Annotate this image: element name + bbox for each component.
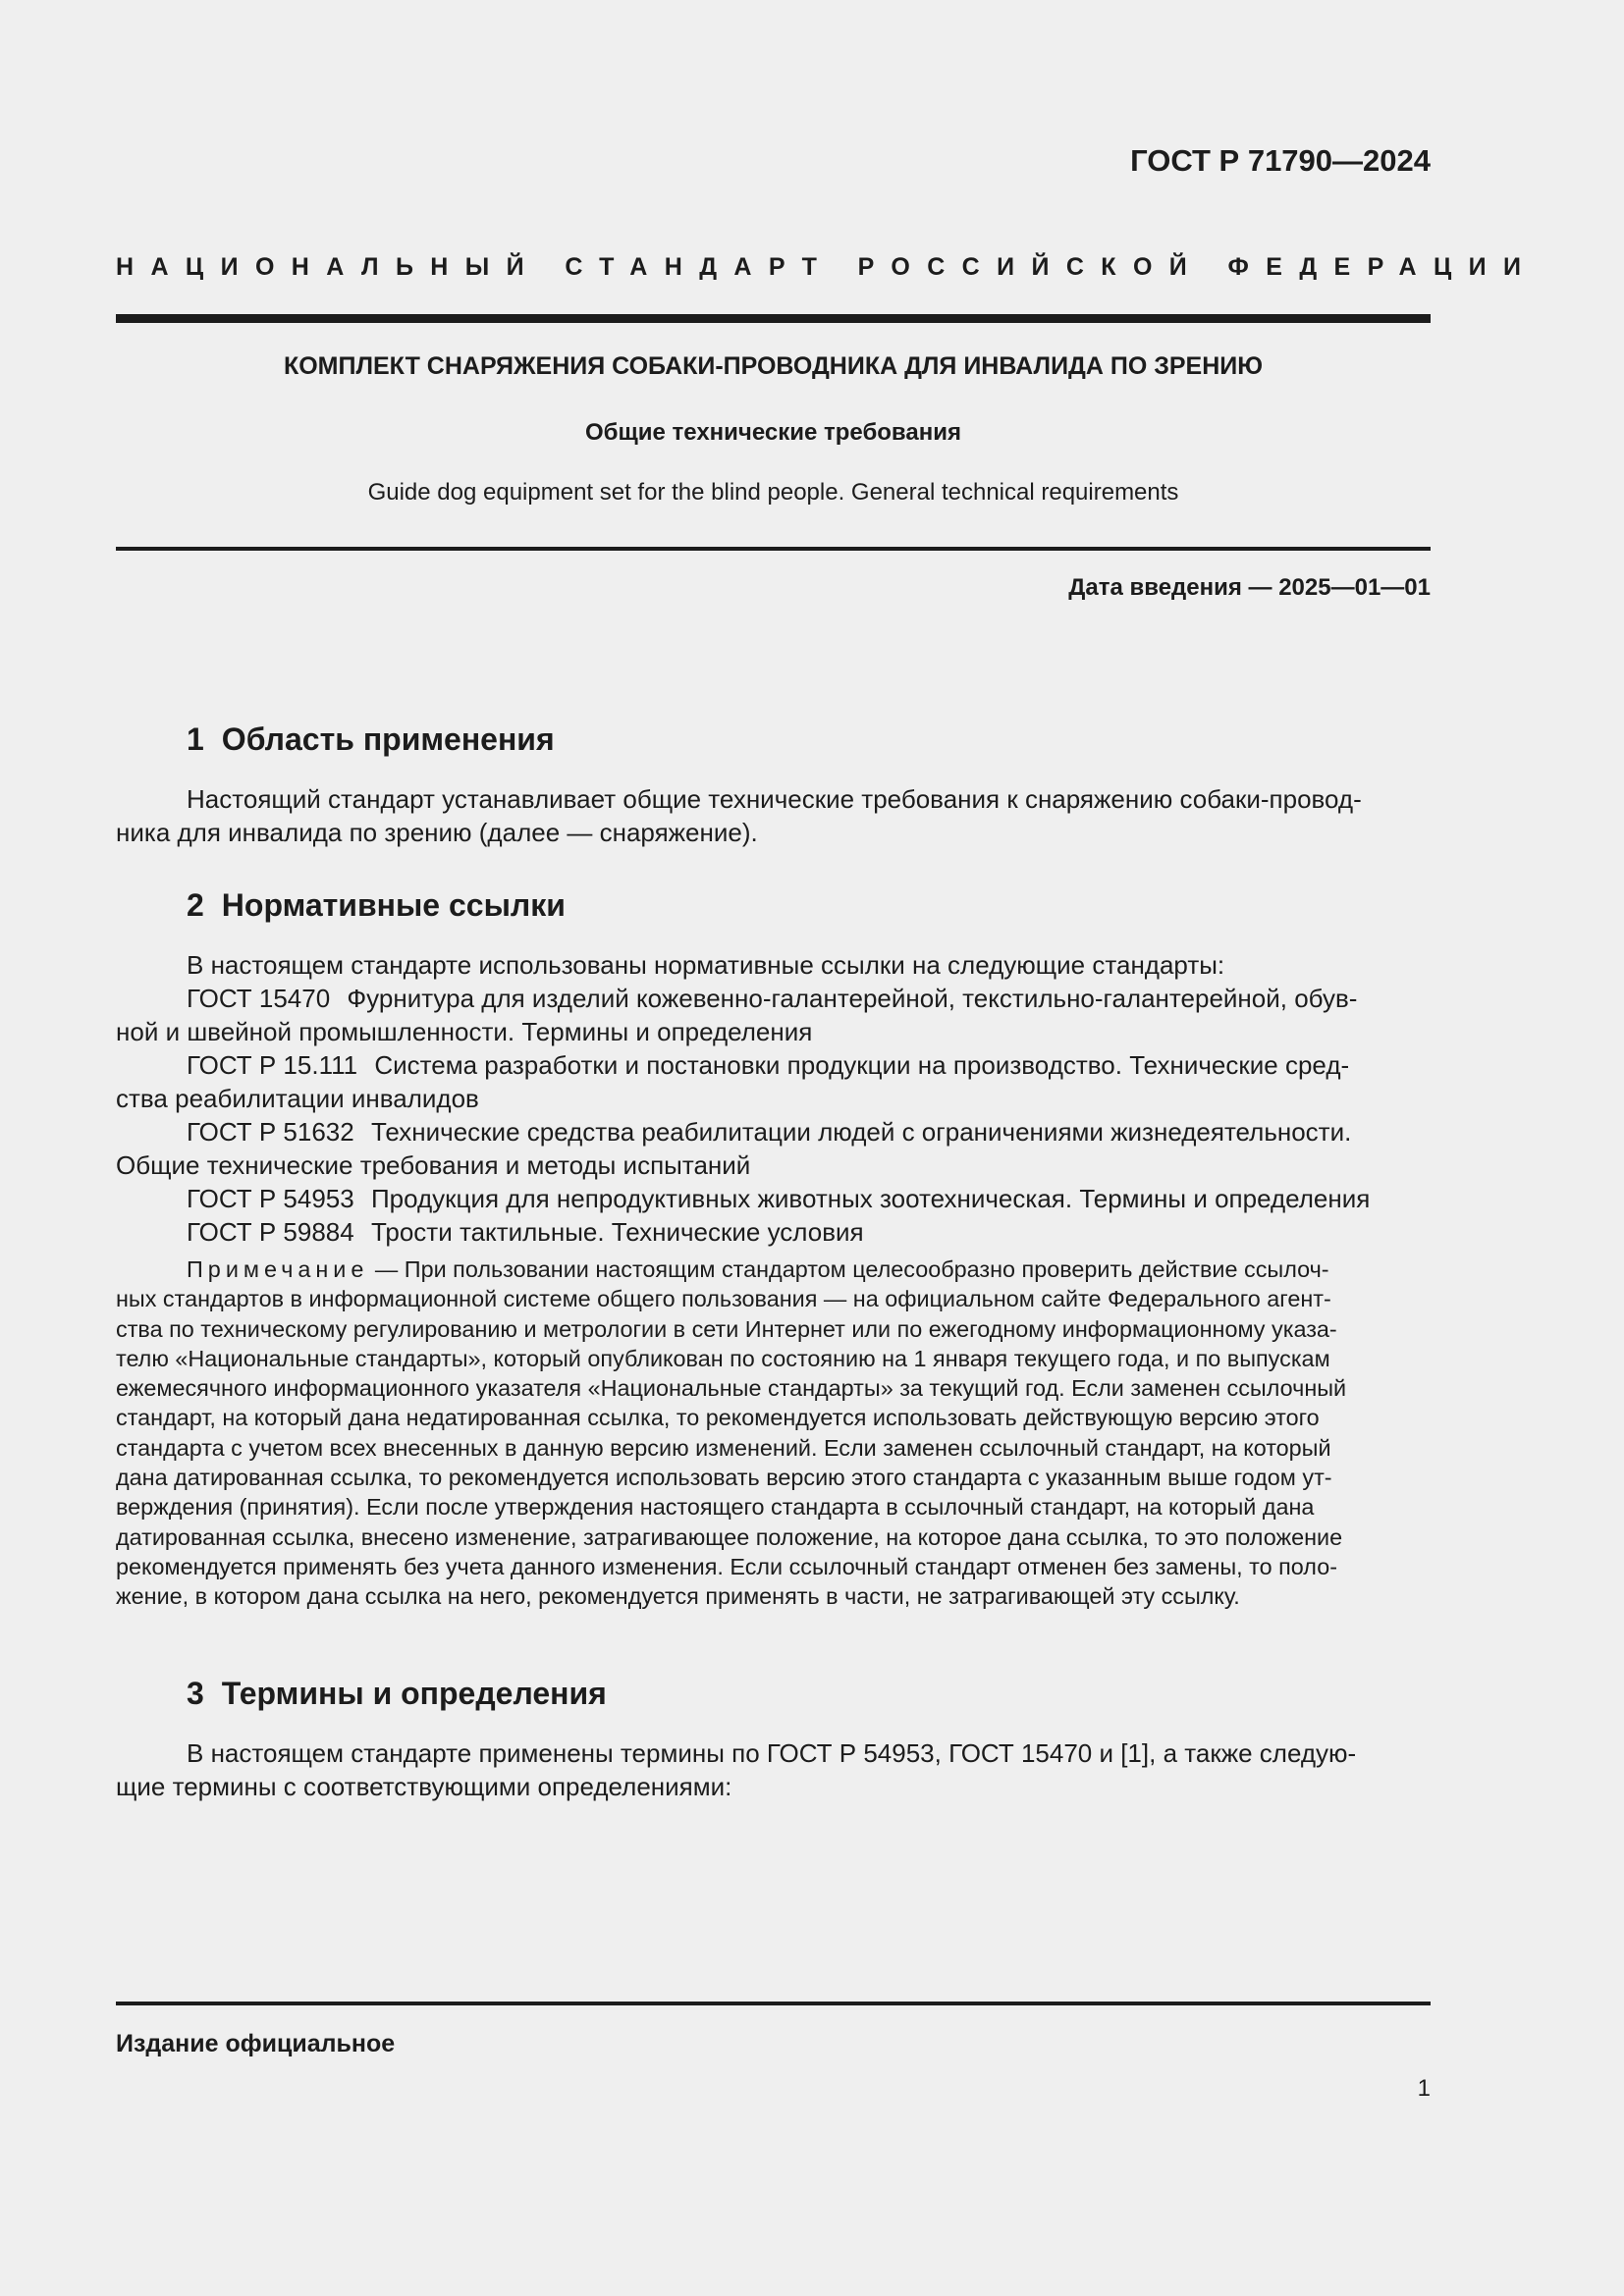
note-line: стандарта с учетом всех внесенных в данную версию изменений. Если заменен ссылочный стандарт, на который (116, 1434, 1331, 1461)
paragraph-line: ника для инвалида по зрению (далее — снаряжение). (116, 818, 758, 847)
reference-text: Система разработки и постановки продукции на производство. Технические сред- (374, 1050, 1350, 1080)
note-label: Примечание (187, 1256, 369, 1282)
section-1-heading (187, 721, 555, 758)
english-title: Guide dog equipment set for the blind people. General technical requirements (367, 479, 1179, 506)
reference-item (116, 1115, 1431, 1148)
section-title: Термины и определения (221, 1676, 607, 1711)
reference-continuation: ства реабилитации инвалидов (116, 1084, 479, 1113)
paragraph-line: щие термины с соответствующими определениями: (116, 1772, 732, 1801)
note-line (116, 1255, 1431, 1284)
standard-title: КОМПЛЕКТ СНАРЯЖЕНИЯ СОБАКИ-ПРОВОДНИКА ДЛЯ ИНВАЛИДА ПО ЗРЕНИЮ (283, 352, 1264, 380)
official-edition-label: Издание официальное (116, 2030, 396, 2057)
note-line: жение, в котором дана ссылка на него, рекомендуется применять в части, не затрагивающей эту ссылку. (116, 1583, 1240, 1610)
header-divider (116, 314, 1431, 323)
reference-text: Фурнитура для изделий кожевенно-галантерейной, текстильно-галантерейной, обув- (347, 984, 1358, 1013)
document-number: ГОСТ Р 71790—2024 (1130, 143, 1431, 178)
introduction-date: Дата введения — 2025—01—01 (1068, 574, 1431, 601)
reference-code: ГОСТ Р 15.111 (187, 1050, 358, 1080)
reference-code: ГОСТ Р 54953 (187, 1184, 354, 1213)
section-2-heading (187, 887, 566, 924)
reference-item (116, 1182, 1431, 1215)
reference-item (116, 1048, 1431, 1082)
page-number: 1 (1417, 2075, 1431, 2102)
note-line: дана датированная ссылка, то рекомендуется использовать версию этого стандарта с указанным выше годом ут- (116, 1465, 1332, 1491)
note-line: ства по техническому регулированию и метрологии в сети Интернет или по ежегодному информационному указа- (116, 1315, 1337, 1342)
paragraph-line: Настоящий стандарт устанавливает общие технические требования к снаряжению собаки-провод- (187, 784, 1362, 814)
reference-text: Трости тактильные. Технические условия (370, 1217, 864, 1247)
section-number: 2 (187, 887, 204, 923)
reference-code: ГОСТ 15470 (187, 984, 331, 1013)
reference-item (116, 982, 1431, 1015)
national-standard-heading: НАЦИОНАЛЬНЫЙ СТАНДАРТ РОССИЙСКОЙ ФЕДЕРАЦИИ (116, 253, 1539, 281)
reference-continuation: ной и швейной промышленности. Термины и определения (116, 1017, 813, 1046)
section-3-body (116, 1736, 1431, 1803)
reference-item (116, 1215, 1431, 1249)
paragraph-line: В настоящем стандарте применены термины по ГОСТ Р 54953, ГОСТ 15470 и [1], а также следую- (187, 1738, 1357, 1768)
note-line: рекомендуется применять без учета данного изменения. Если ссылочный стандарт отменен без замены, то поло- (116, 1553, 1338, 1579)
note-line: телю «Национальные стандарты», который опубликован по состоянию на 1 января текущего года, и по выпускам (116, 1345, 1330, 1371)
footer-divider (116, 2002, 1431, 2005)
standard-subtitle: Общие технические требования (585, 419, 961, 446)
section-3-heading (187, 1676, 607, 1712)
note-line: ежемесячного информационного указателя «Национальные стандарты» за текущий год. Если заменен ссылочный (116, 1375, 1347, 1402)
reference-text: Технические средства реабилитации людей с ограничениями жизнедеятельности. (370, 1117, 1352, 1147)
note-block (116, 1255, 1431, 1612)
note-line: верждения (принятия). Если после утверждения настоящего стандарта в ссылочный стандарт, на который дана (116, 1494, 1315, 1521)
note-text: — При пользовании настоящим стандартом целесообразно проверить действие ссылоч- (374, 1256, 1329, 1282)
title-divider (116, 547, 1431, 551)
section-title: Область применения (221, 721, 555, 757)
reference-code: ГОСТ Р 51632 (187, 1117, 354, 1147)
section-2-body (116, 948, 1431, 1249)
reference-text: Продукция для непродуктивных животных зоотехническая. Термины и определения (370, 1184, 1371, 1213)
section-title: Нормативные ссылки (221, 887, 566, 923)
section-number: 3 (187, 1676, 204, 1711)
paragraph-line: В настоящем стандарте использованы нормативные ссылки на следующие стандарты: (187, 950, 1225, 980)
reference-code: ГОСТ Р 59884 (187, 1217, 354, 1247)
section-number: 1 (187, 721, 204, 757)
note-line: ных стандартов в информационной системе общего пользования — на официальном сайте Федерального агент- (116, 1286, 1331, 1312)
note-line: стандарт, на который дана недатированная ссылка, то рекомендуется использовать действующую версию этого (116, 1405, 1320, 1431)
reference-continuation: Общие технические требования и методы испытаний (116, 1150, 751, 1180)
note-line: датированная ссылка, внесено изменение, затрагивающее положение, на которое дана ссылка, то это положение (116, 1523, 1343, 1550)
section-1-body (116, 782, 1431, 849)
